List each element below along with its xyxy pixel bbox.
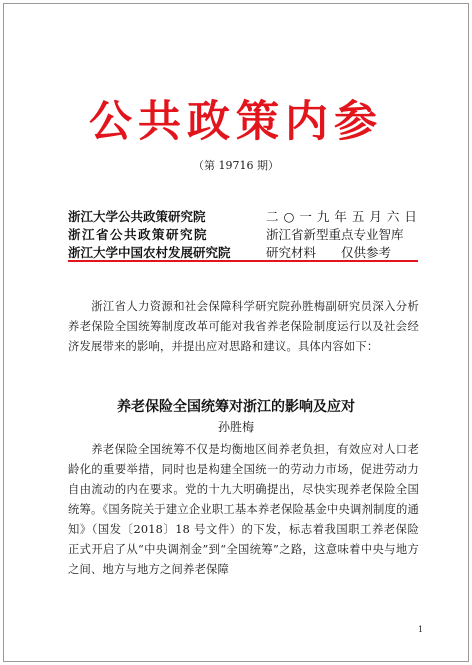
document-page (3, 3, 469, 662)
document-title: 公共政策内参 (89, 97, 383, 147)
intro-paragraph: 浙江省人力资源和社会保障科学研究院孙胜梅副研究员深入分析养老保险全国统筹制度改革可能对我省养老保险制度运行以及社会经济发展带来的影响，并提出应对思路和建议。具体内容如下： (68, 300, 419, 353)
reference-note: 研究材料 仅供参考 (266, 245, 392, 260)
publisher-line-3: 浙江大学中国农村发展研究院 (68, 245, 231, 260)
publisher-line-1: 浙江大学公共政策研究院 (68, 209, 206, 224)
red-divider (68, 260, 418, 262)
publisher-line-2: 浙江省公共政策研究院 (68, 227, 209, 242)
article-title: 养老保险全国统筹对浙江的影响及应对 (117, 399, 355, 415)
body-paragraph: 养老保险全国统筹不仅是均衡地区间养老负担，有效应对人口老龄化的重要举措，同时也是构建全国统一的劳动力市场，促进劳动力自由流动的内在要求。党的十九大明确提出，尽快实现养老保险全国统筹。《国务院关于建立企业职工基本养老保险基金中央调剂制度的通知》（国发〔2018〕18 号文件）的下发，标志着我国职工养老保险正式开启了从“中央调剂金”到“全国统筹”之路，这意味着中央与地方之间、地方与地方之间养老保障 (68, 443, 419, 576)
think-tank-label: 浙江省新型重点专业智库 (266, 227, 404, 242)
issue-number: （第 19716 期） (193, 159, 279, 172)
publish-date: 二○一九年五月六日 (266, 209, 422, 224)
page-number: 1 (418, 625, 424, 634)
author-name: 孙胜梅 (217, 420, 254, 434)
